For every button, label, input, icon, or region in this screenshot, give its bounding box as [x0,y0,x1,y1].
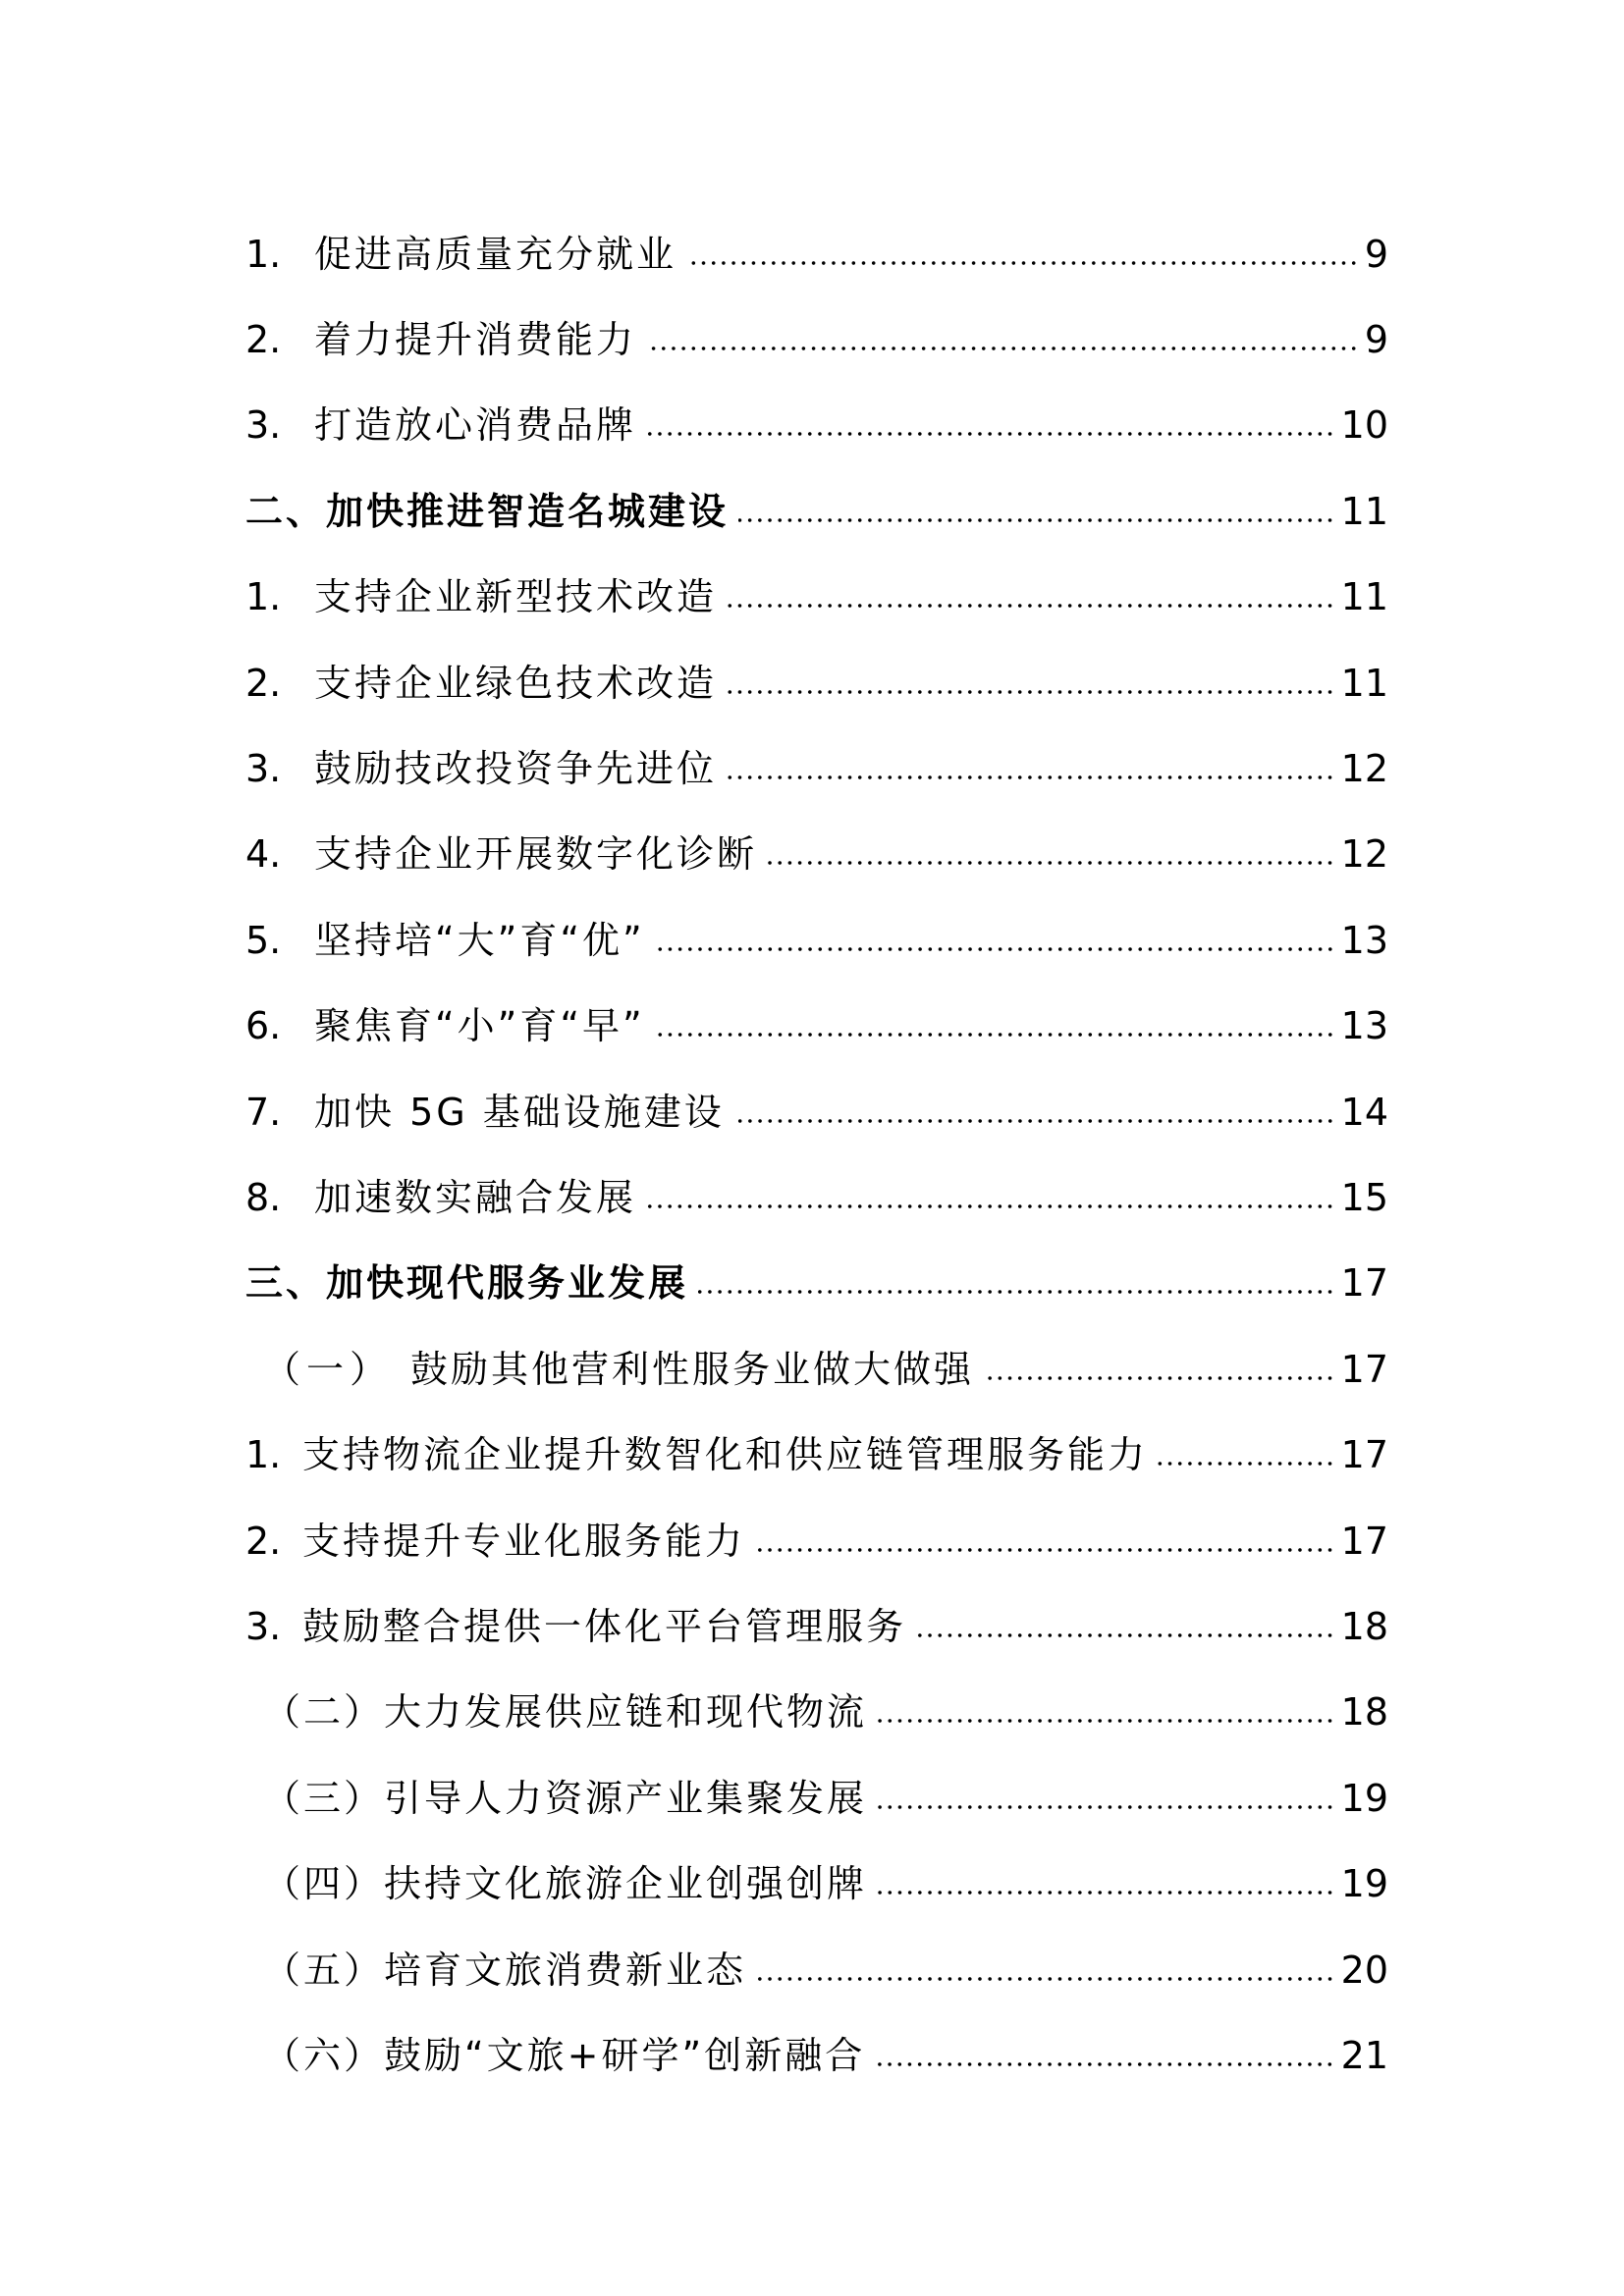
dot-leader [875,2059,1334,2069]
toc-entry-page: 11 [1340,575,1388,619]
dot-leader [767,858,1335,868]
toc-entry-label [245,1261,689,1306]
toc-entry-number: 1. [245,1433,282,1477]
dot-leader [984,1373,1335,1383]
toc-entry-label [245,1175,637,1219]
toc-entry-label [245,318,637,362]
toc-entry-number: （一） [263,1347,394,1391]
toc-entry-page: 12 [1340,832,1388,877]
toc-entry-title: 鼓励技改投资争先进位 [314,747,718,791]
toc-entry-title: 坚持培“大”育“优” [314,918,645,962]
toc-entry-number: 3. [245,1604,282,1648]
toc-entry-title: （六）鼓励“文旅+研学”创新融合 [263,2033,866,2077]
toc-entry-page: 13 [1340,1004,1388,1048]
toc-entry-label [245,918,645,962]
toc-entry-title: 支持企业新型技术改造 [314,575,718,619]
toc-subsection-entry[interactable] [245,1326,1388,1412]
toc-entry-title: 鼓励整合提供一体化平台管理服务 [302,1604,907,1648]
toc-entry-label [245,1004,645,1048]
toc-entry-title: 支持企业开展数字化诊断 [314,832,758,877]
toc-entry-page: 14 [1340,1090,1388,1134]
toc-entry-title: 二、加快推进智造名城建设 [245,489,730,533]
dot-leader [698,1287,1335,1297]
toc-entry-page: 17 [1340,1261,1388,1306]
dot-leader [738,515,1335,525]
toc-entry-page: 11 [1340,489,1388,533]
toc-entry-number: 6. [245,1004,282,1048]
toc-entry-number: 2. [245,1519,282,1563]
toc-entry-page: 18 [1340,1690,1388,1735]
toc-entry-title: 打造放心消费品牌 [314,403,637,448]
toc-subsection-entry[interactable] [245,1670,1388,1755]
toc-entry-number: 4. [245,832,282,877]
dot-leader [877,1802,1335,1812]
toc-entry-title: 三、加快现代服务业发展 [245,1261,689,1306]
toc-entry[interactable] [245,1583,1388,1669]
toc-entry-number: 8. [245,1175,282,1219]
toc-entry[interactable] [245,640,1388,725]
toc-entry-label [245,1433,1149,1477]
toc-section-heading[interactable] [245,468,1388,554]
dot-leader [646,344,1359,353]
toc-entry-title: （四）扶持文化旅游企业创强创牌 [263,1862,868,1906]
toc-entry[interactable] [245,1498,1388,1583]
dot-leader [877,1888,1335,1897]
toc-entry-page: 19 [1340,1862,1388,1906]
toc-subsection-entry[interactable] [245,1841,1388,1926]
dot-leader [877,1716,1335,1726]
toc-entry-label [245,1347,975,1391]
toc-entry-label [245,1948,747,1992]
toc-entry-number: 7. [245,1090,282,1134]
toc-entry-title: （三）引导人力资源产业集聚发展 [263,1776,868,1820]
dot-leader [1158,1459,1335,1468]
toc-entry-title: （五）培育文旅消费新业态 [263,1948,747,1992]
toc-entry[interactable] [245,984,1388,1069]
toc-entry-page: 19 [1340,1776,1388,1820]
toc-entry-page: 17 [1340,1347,1388,1391]
toc-entry-page: 9 [1364,318,1388,362]
toc-entry-label [245,2033,866,2077]
toc-entry-page: 10 [1340,403,1388,448]
toc-entry-page: 13 [1340,918,1388,962]
toc-subsection-entry[interactable] [245,1927,1388,2012]
toc-entry-page: 17 [1340,1519,1388,1563]
toc-section-heading[interactable] [245,1241,1388,1326]
toc-entry-label [245,1862,868,1906]
toc-entry-label [245,1519,746,1563]
toc-entry[interactable] [245,812,1388,897]
toc-entry-label [245,1776,868,1820]
dot-leader [655,944,1335,954]
toc-entry-page: 11 [1340,661,1388,705]
toc-entry-label [245,832,758,877]
dot-leader [756,1974,1335,1984]
dot-leader [646,429,1335,439]
toc-entry-title: （二）大力发展供应链和现代物流 [263,1690,868,1735]
toc-entry-number: 3. [245,403,282,448]
dot-leader [755,1545,1335,1555]
toc-entry-number: 5. [245,918,282,962]
toc-entry-page: 9 [1364,232,1388,276]
dot-leader [646,1201,1335,1211]
toc-entry-title: 加速数实融合发展 [314,1175,637,1219]
toc-entry-number: 1. [245,232,282,276]
toc-entry-label [245,575,718,619]
dot-leader [734,1116,1335,1126]
toc-entry-label [245,661,718,705]
toc-entry[interactable] [245,725,1388,811]
dot-leader [655,1030,1335,1040]
toc-entry-page: 17 [1340,1433,1388,1477]
dot-leader [727,687,1335,697]
toc-entry-page: 20 [1340,1948,1388,1992]
dot-leader [727,601,1335,611]
toc-entry[interactable] [245,1412,1388,1497]
toc-subsection-entry[interactable] [245,1755,1388,1841]
toc-entry[interactable] [245,1069,1388,1154]
toc-entry-title: 支持企业绿色技术改造 [314,661,718,705]
dot-leader [916,1630,1335,1640]
toc-entry[interactable] [245,1154,1388,1240]
toc-entry[interactable] [245,383,1388,468]
toc-entry-number: 2. [245,318,282,362]
toc-entry-label [245,1090,725,1134]
toc-entry-number: 3. [245,747,282,791]
toc-subsection-entry[interactable] [245,2012,1388,2098]
toc-entry-title: 加快 5G 基础设施建设 [314,1090,725,1134]
toc-entry-page: 18 [1340,1604,1388,1648]
toc-entry[interactable] [245,555,1388,640]
toc-entry-page: 12 [1340,747,1388,791]
toc-entry[interactable] [245,897,1388,983]
toc-entry-page: 21 [1340,2033,1388,2077]
toc-entry-label [245,747,718,791]
toc-entry-title: 聚焦育“小”育“早” [314,1004,645,1048]
toc-entry-label [245,1690,868,1735]
toc-entry-title: 支持提升专业化服务能力 [302,1519,746,1563]
toc-entry-title: 鼓励其他营利性服务业做大做强 [410,1347,975,1391]
toc-entry-page: 15 [1340,1175,1388,1219]
toc-entry-title: 着力提升消费能力 [314,318,637,362]
dot-leader [727,773,1335,782]
toc-entry-number: 2. [245,661,282,705]
toc-entry-number: 1. [245,575,282,619]
toc-entry-label [245,489,730,533]
dot-leader [686,258,1359,268]
table-of-contents [245,211,1388,2099]
toc-entry-title: 支持物流企业提升数智化和供应链管理服务能力 [302,1433,1149,1477]
toc-entry-title: 促进高质量充分就业 [314,232,677,276]
toc-entry[interactable] [245,211,1388,296]
toc-entry[interactable] [245,296,1388,382]
toc-entry-label [245,232,677,276]
toc-entry-label [245,403,637,448]
toc-entry-label [245,1604,907,1648]
